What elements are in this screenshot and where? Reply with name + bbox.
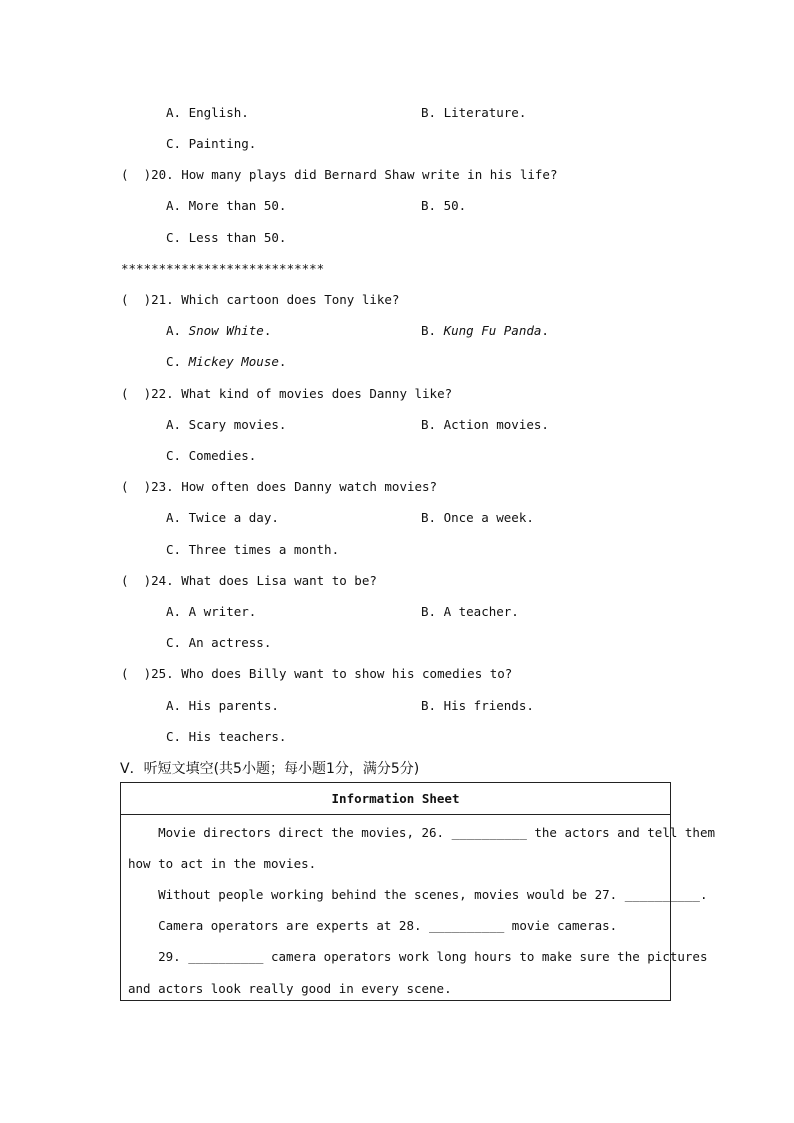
sheet-line-2: how to act in the movies. bbox=[128, 856, 317, 871]
q19-option-c: C. Painting. bbox=[166, 136, 257, 151]
q19-option-b: B. Literature. bbox=[421, 105, 527, 120]
q25-option-a: A. His parents. bbox=[166, 698, 279, 713]
q22-option-b: B. Action movies. bbox=[421, 417, 549, 432]
q19-option-a: A. English. bbox=[166, 105, 249, 120]
q25-question: ( )25. Who does Billy want to show his comedies to? bbox=[121, 666, 513, 681]
q21-question: ( )21. Which cartoon does Tony like? bbox=[121, 292, 400, 307]
q20-question: ( )20. How many plays did Bernard Shaw write in his life? bbox=[121, 167, 558, 182]
q20-option-c: C. Less than 50. bbox=[166, 230, 287, 245]
q22-option-a: A. Scary movies. bbox=[166, 417, 287, 432]
q22-option-c: C. Comedies. bbox=[166, 448, 257, 463]
q20-option-a: A. More than 50. bbox=[166, 198, 287, 213]
q21-option-b: B. Kung Fu Panda. bbox=[421, 323, 549, 338]
q23-question: ( )23. How often does Danny watch movies? bbox=[121, 479, 438, 494]
q23-option-a: A. Twice a day. bbox=[166, 510, 279, 525]
sheet-line-5: 29. __________ camera operators work long hours to make sure the pictures bbox=[128, 949, 708, 964]
section-v-heading: V．听短文填空(共5小题；每小题1分，满分5分) bbox=[120, 761, 420, 777]
sheet-line-6: and actors look really good in every scene. bbox=[128, 981, 452, 996]
q22-question: ( )22. What kind of movies does Danny like? bbox=[121, 386, 453, 401]
sheet-line-3: Without people working behind the scenes, movies would be 27. __________. bbox=[128, 887, 708, 902]
q23-option-c: C. Three times a month. bbox=[166, 542, 340, 557]
q24-question: ( )24. What does Lisa want to be? bbox=[121, 573, 377, 588]
q25-option-b: B. His friends. bbox=[421, 698, 534, 713]
sheet-line-1: Movie directors direct the movies, 26. __________ the actors and tell them bbox=[128, 825, 715, 840]
q21-option-a: A. Snow White. bbox=[166, 323, 272, 338]
information-sheet bbox=[120, 782, 715, 1001]
q20-option-b: B. 50. bbox=[421, 198, 467, 213]
q25-option-c: C. His teachers. bbox=[166, 729, 287, 744]
q24-option-a: A. A writer. bbox=[166, 604, 257, 619]
movie-title: Kung Fu Panda bbox=[443, 323, 542, 338]
movie-title: Snow White bbox=[188, 323, 264, 338]
q23-option-b: B. Once a week. bbox=[421, 510, 534, 525]
sheet-title: Information Sheet bbox=[121, 783, 670, 815]
q21-option-c: C. Mickey Mouse. bbox=[166, 354, 287, 369]
sheet-line-4: Camera operators are experts at 28. __________ movie cameras. bbox=[128, 918, 618, 933]
q24-option-c: C. An actress. bbox=[166, 635, 272, 650]
movie-title: Mickey Mouse bbox=[188, 354, 279, 369]
q24-option-b: B. A teacher. bbox=[421, 604, 519, 619]
section-separator: *************************** bbox=[121, 261, 325, 276]
